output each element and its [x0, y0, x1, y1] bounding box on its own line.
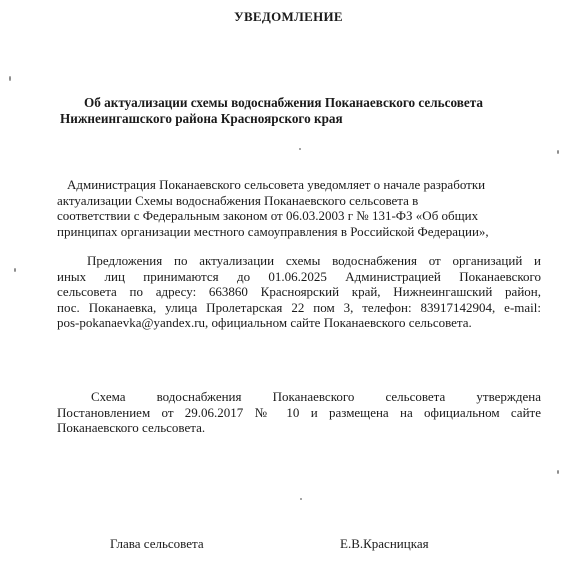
- scan-speck: [9, 76, 11, 81]
- paragraph-line: Администрация Поканаевского сельсовета уведомляет о начале разработки: [67, 177, 486, 192]
- paragraph-line: соответствии с Федеральным законом от 06.03.2003 г № 131-ФЗ «Об общих: [57, 208, 479, 224]
- subject-line-2: Нижнеингашского района Красноярского края: [60, 111, 343, 126]
- paragraph-line: pos-pokanaevka@yandex.ru, официальном сайте Поканаевского сельсовета.: [57, 315, 472, 331]
- scan-speck: [557, 150, 559, 154]
- paragraph-line: актуализации Схемы водоснабжения Поканаевского сельсовета в: [57, 192, 419, 208]
- paragraph-announcement: [57, 177, 541, 239]
- paragraph-line: Схема водоснабжения Поканаевского сельсовета утверждена: [91, 389, 541, 404]
- document-heading: УВЕДОМЛЕНИЕ: [234, 9, 343, 24]
- paragraph-line: Предложения по актуализации схемы водоснабжения от организаций и: [87, 253, 541, 268]
- document-subject: [60, 95, 540, 127]
- paragraph-line: сельсовета по адресу: 663860 Красноярский край, Нижнеингашский район,: [57, 284, 541, 300]
- paragraph-line: пос. Поканаевка, улица Пролетарская 22 пом 3, телефон: 83917142904, e-mail:: [57, 299, 541, 315]
- scan-speck: [557, 470, 559, 474]
- paragraph-line: Постановлением от 29.06.2017 № 10 и размещена на официальном сайте: [57, 404, 541, 420]
- paragraph-approval: [57, 389, 541, 436]
- subject-line-1: Об актуализации схемы водоснабжения Поканаевского сельсовета: [84, 95, 483, 110]
- signature-role: Глава сельсовета: [110, 536, 204, 551]
- paragraph-line: Поканаевского сельсовета.: [57, 420, 206, 436]
- paragraph-line: иных лиц принимаются до 01.06.2025 Администрацией Поканаевского: [57, 268, 541, 284]
- scan-speck: [300, 498, 302, 500]
- paragraph-proposals: [57, 253, 541, 331]
- paragraph-line: принципах организации местного самоуправления в Российской Федерации»,: [57, 223, 489, 239]
- signature-name: Е.В.Красницкая: [340, 536, 429, 551]
- scan-speck: [14, 268, 16, 272]
- scan-speck: [299, 148, 301, 150]
